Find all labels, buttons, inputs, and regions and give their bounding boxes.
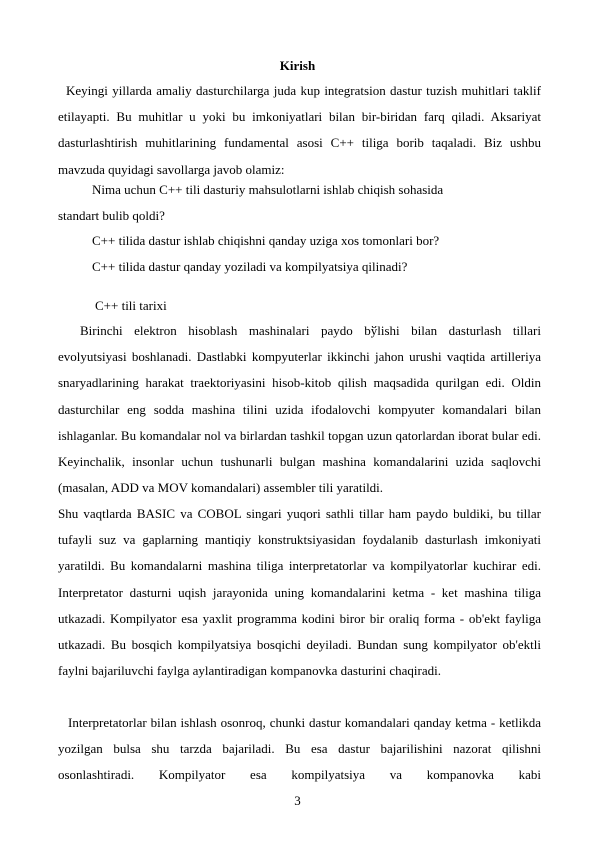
page-title: Kirish xyxy=(279,58,316,73)
question-3: C++ tilida dastur qanday yoziladi va kompilyatsiya qilinadi? xyxy=(92,259,408,274)
page-number: 3 xyxy=(294,793,301,808)
basic-paragraph: Shu vaqtlarda BASIC va COBOL singari yuqori sathli tillar ham paydo buldiki, bu tillar tufayli suz va gaplarning mantiqiy konstruktsiyasidan foydalanib dasturlash imkoniyati yaratildi. Bu komandalarni mashina tiliga interpretatorlar va kompilyatorlar kuchirar edi. Interpretator dasturni uqish jarayonida uning komandalarini ketma - ket mashina tiliga utkazadi. Kompilyator esa yaxlit programma kodini biror bir oraliq forma - ob'ekt fayliga utkazadi. Bu bosqich kompilyatsiya bosqichi deyiladi. Bundan sung kompilyator ob'ektli faylni bajariluvchi faylga aylantiradigan kompanovka dasturini chaqiradi. xyxy=(58,506,541,679)
section-heading: C++ tili tarixi xyxy=(95,298,167,313)
question-1-line-1: Nima uchun C++ tili dasturiy mahsulotlarni ishlab chiqish sohasida xyxy=(92,182,444,197)
interpreter-paragraph: Interpretatorlar bilan ishlash osonroq, chunki dastur komandalari qanday ketma - ketlikda yozilgan bulsa shu tarzda bajariladi. Bu esa dastur bajarilishini nazorat qilishni osonlashtiradi. Kompilyator esa kompilyatsiya va kompanovka kabi xyxy=(58,715,541,783)
history-paragraph: Birinchi elektron hisoblash mashinalari paydo bўlishi bilan dasturlash tillari evolyutsiyasi boshlanadi. Dastlabki kompyuterlar ikkinchi jahon urushi vaqtida artilleriya snaryadlarining harakat traektoriyasini hisob-kitob qilish maqsadida qurilgan edi. Oldin dasturchilar eng sodda mashina tilini uzida ifodalovchi kompyuter komandalari bilan ishlaganlar. Bu komandalar nol va birlardan tashkil topgan uzun qatorlardan iborat bular edi. Keyinchalik, insonlar uchun tushunarli bulgan mashina komandalarini uzida saqlovchi (masalan, ADD va MOV komandalari) assembler tili yaratildi. xyxy=(58,323,541,496)
intro-paragraph: Keyingi yillarda amaliy dasturchilarga juda kup integratsion dastur tuzish muhitlari taklif etilayapti. Bu muhitlar u yoki bu imkoniyatlari bilan bir-biridan farq qiladi. Aksariyat dasturlashtirish muhitlarining fundamental asosi C++ tiliga borib taqaladi. Biz ushbu mavzuda quyidagi savollarga javob olamiz: xyxy=(58,83,541,177)
question-2: C++ tilida dastur ishlab chiqishni qanday uziga xos tomonlari bor? xyxy=(92,233,440,248)
question-1-line-2: standart bulib qoldi? xyxy=(58,208,165,223)
